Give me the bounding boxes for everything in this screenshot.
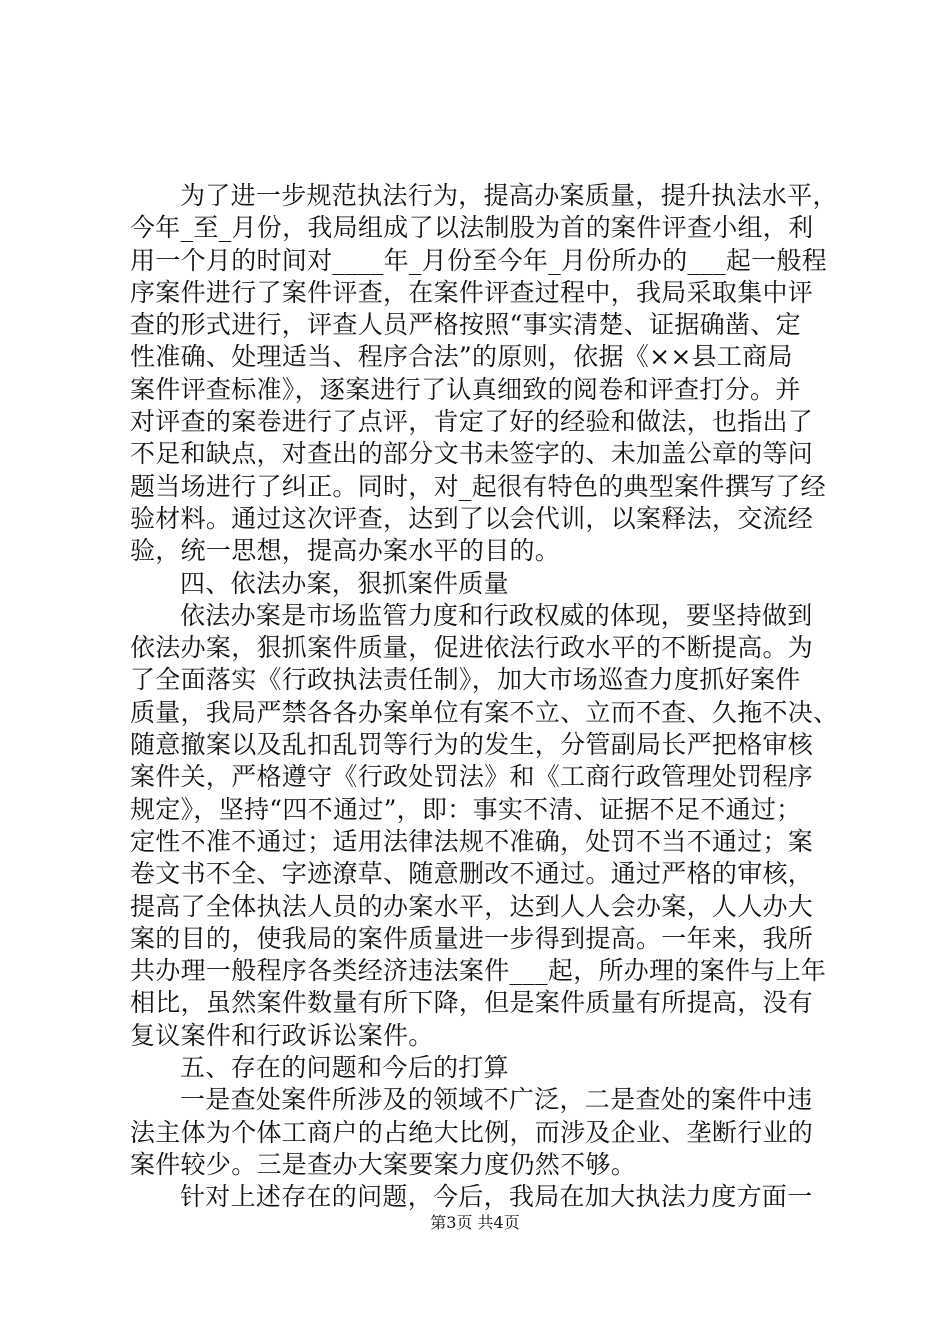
text-line: 规定》，坚持“四不通过”，即：事实不清、证据不足不通过；	[130, 794, 802, 824]
text-line: 案件关，严格遵守《行政处罚法》和《工商行政管理处罚程序	[130, 762, 814, 792]
text-line: 案的目的，使我局的案件质量进一步得到提高。一年来，我所	[130, 923, 814, 953]
text-line: 查的形式进行，评查人员严格按照“事实清楚、证据确凿、定	[130, 310, 801, 340]
text-line: 依法办案，狠抓案件质量，促进依法行政水平的不断提高。为	[130, 633, 814, 663]
text-line: 卷文书不全、字迹潦草、随意删改不通过。通过严格的审核，	[130, 859, 814, 889]
text-line: 质量，我局严禁各各办案单位有案不立、立而不查、久拖不决、	[130, 697, 839, 727]
text-line: 为了进一步规范执法行为，提高办案质量，提升执法水平，	[180, 181, 838, 210]
document-body	[130, 180, 839, 1214]
text-line: 定性不准不通过；适用法律法规不准确，处罚不当不通过；案	[130, 826, 814, 856]
section-heading: 五、存在的问题和今后的打算	[180, 1053, 509, 1083]
page-number-footer: 第3页 共4页	[430, 1213, 520, 1232]
text-line: 今年_至_月份，我局组成了以法制股为首的案件评查小组，利	[130, 213, 814, 243]
text-line: 验，统一思想，提高办案水平的目的。	[130, 536, 561, 566]
text-line: 复议案件和行政诉讼案件。	[130, 1020, 434, 1050]
text-line: 案件较少。三是查办大案要案力度仍然不够。	[130, 1149, 637, 1179]
text-line: 不足和缺点，对查出的部分文书未签字的、未加盖公章的等问	[130, 439, 814, 469]
text-line: 共办理一般程序各类经济违法案件___起，所办理的案件与上年	[130, 956, 827, 986]
text-line: 依法办案是市场监管力度和行政权威的体现，要坚持做到	[180, 600, 813, 630]
text-line: 性准确、处理适当、程序合法”的原则，依据《××县工商局	[130, 342, 793, 372]
text-line: 了全面落实《行政执法责任制》，加大市场巡查力度抓好案件	[130, 665, 801, 695]
text-line: 随意撤案以及乱扣乱罚等行为的发生，分管副局长严把格审核	[130, 730, 814, 760]
text-line: 针对上述存在的问题，今后，我局在加大执法力度方面一	[180, 1182, 813, 1212]
text-line: 提高了全体执法人员的办案水平，达到人人会办案，人人办大	[130, 891, 814, 921]
text-line: 法主体为个体工商户的占绝大比例，而涉及企业、垄断行业的	[130, 1117, 814, 1147]
text-line: 相比，虽然案件数量有所下降，但是案件质量有所提高，没有	[130, 988, 814, 1018]
text-line: 对评查的案卷进行了点评，肯定了好的经验和做法，也指出了	[130, 407, 814, 437]
text-line: 案件评查标准》，逐案进行了认真细致的阅卷和评查打分。并	[130, 374, 801, 404]
text-line: 题当场进行了纠正。同时，对_起很有特色的典型案件撰写了经	[130, 471, 826, 501]
text-line: 序案件进行了案件评查，在案件评查过程中，我局采取集中评	[130, 277, 814, 307]
text-line: 一是查处案件所涉及的领域不广泛，二是查处的案件中违	[180, 1085, 813, 1115]
section-heading: 四、依法办案，狠抓案件质量	[180, 568, 509, 598]
text-line: 用一个月的时间对____年_月份至今年_月份所办的___起一般程	[130, 245, 828, 275]
text-line: 验材料。通过这次评查，达到了以会代训，以案释法，交流经	[130, 503, 814, 533]
